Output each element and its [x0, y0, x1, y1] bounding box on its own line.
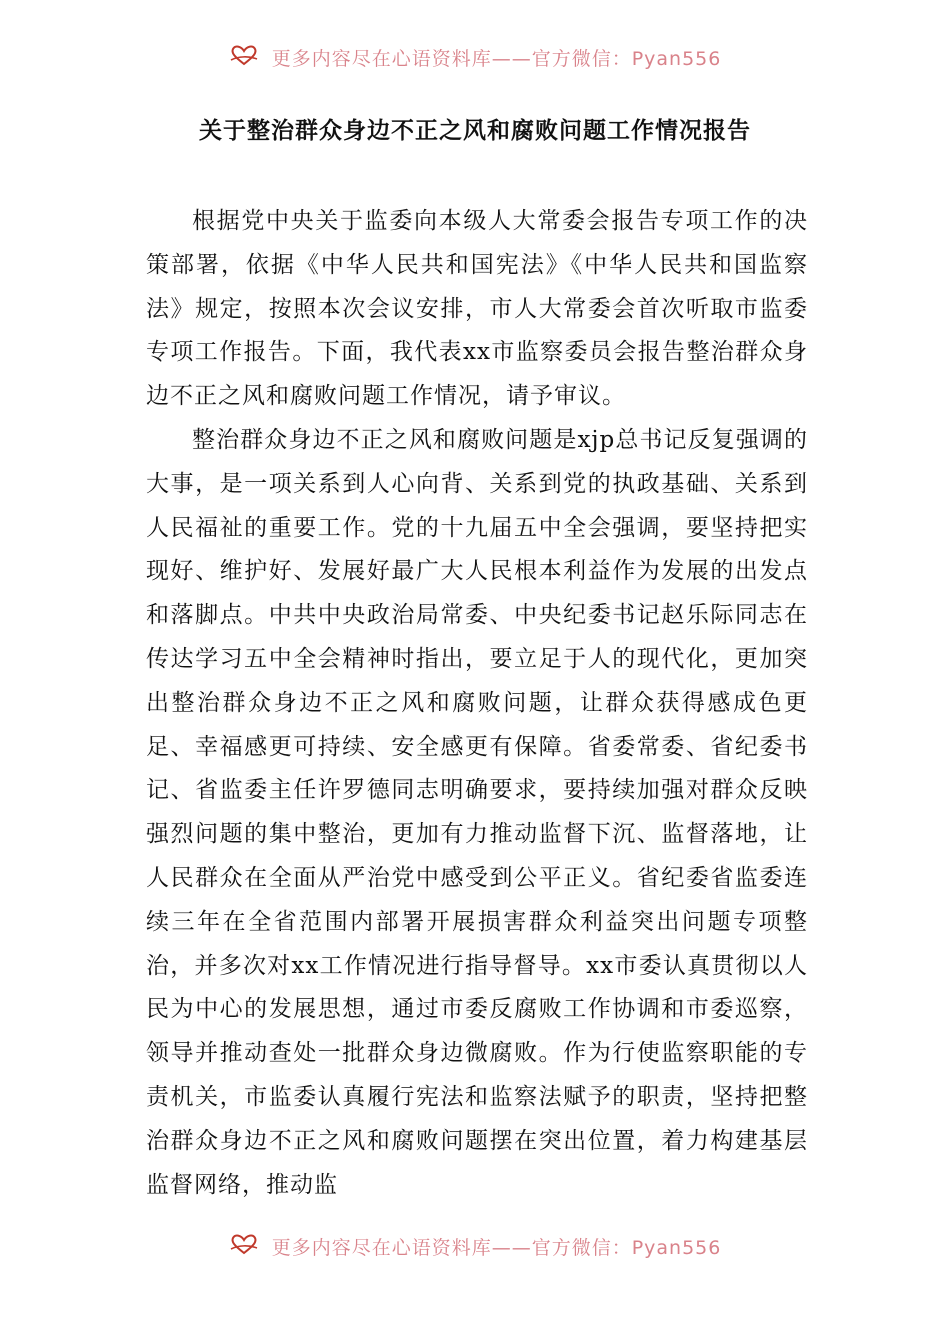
paragraph: 根据党中央关于监委向本级人大常委会报告专项工作的决策部署，依据《中华人民共和国宪法》《中华人民共和国监察法》规定，按照本次会议安排，市人大常委会首次听取市监委专项工作报告。下面，我代表xx市监察委员会报告整治群众身边不正之风和腐败问题工作情况，请予审议。 — [146, 208, 808, 410]
paragraph: 整治群众身边不正之风和腐败问题是xjp总书记反复强调的大事，是一项关系到人心向背、关系到党的执政基础、关系到人民福祉的重要工作。党的十九届五中全会强调，要坚持把实现好、维护好、发展好最广大人民根本利益作为发展的出发点和落脚点。中共中央政治局常委、中央纪委书记赵乐际同志在传达学习五中全会精神时指出，要立足于人的现代化，更加突出整治群众身边不正之风和腐败问题，让群众获得感成色更足、幸福感更可持续、安全感更有保障。省委常委、省纪委书记、省监委主任许罗德同志明确要求，要持续加强对群众反映强烈问题的集中整治，更加有力推动监督下沉、监督落地，让人民群众在全面从严治党中感受到公平正义。省纪委省监委连续三年在全省范围内部署开展损害群众利益突出问题专项整治，并多次对xx工作情况进行指导督导。xx市委认真贯彻以人民为中心的发展思想，通过市委反腐败工作协调和市委巡察，领导并推动查处一批群众身边微腐败。作为行使监察职能的专责机关，市监委认真履行宪法和监察法赋予的职责，坚持把整治群众身边不正之风和腐败问题摆在突出位置，着力构建基层监督网络，推动监 — [146, 426, 808, 1198]
watermark-footer — [0, 1233, 950, 1260]
heart-logo-icon — [229, 44, 259, 71]
document-body — [146, 200, 808, 1207]
watermark-text: 更多内容尽在心语资料库——官方微信：Pyan556 — [271, 48, 722, 70]
watermark-text: 更多内容尽在心语资料库——官方微信：Pyan556 — [271, 1237, 722, 1259]
watermark-header — [0, 44, 950, 71]
heart-logo-icon — [229, 1233, 259, 1260]
document-title: 关于整治群众身边不正之风和腐败问题工作情况报告 — [199, 118, 751, 144]
